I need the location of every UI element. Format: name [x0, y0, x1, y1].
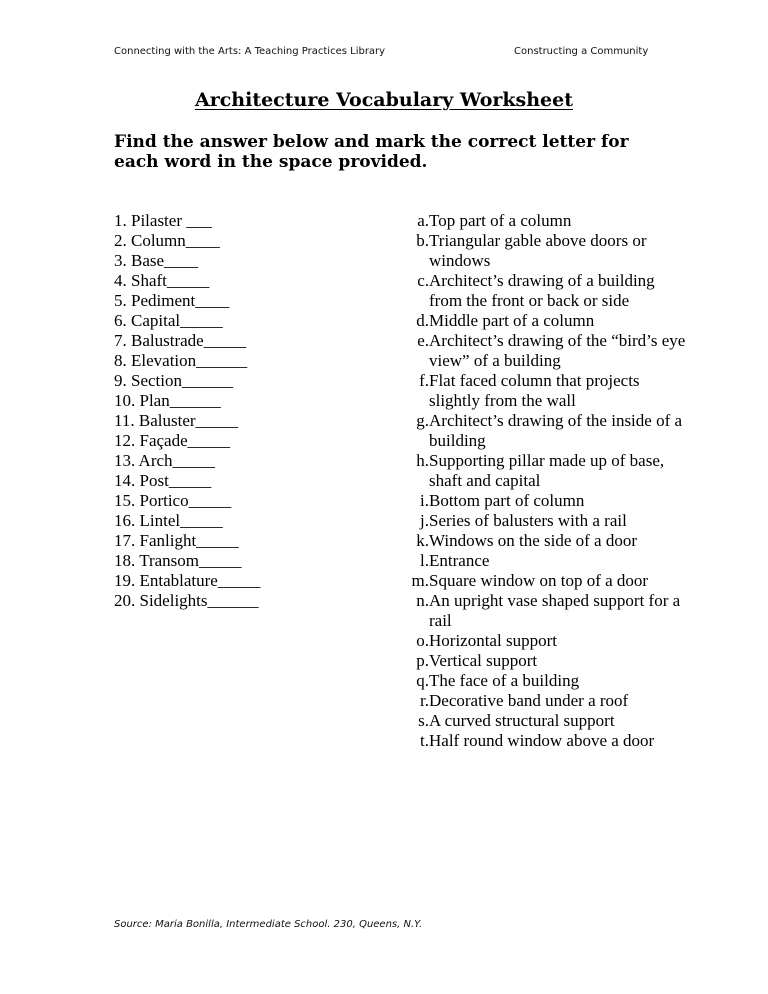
source-footer: Source: Maria Bonilla, Intermediate School. 230, Queens, N.Y.	[114, 919, 423, 930]
definition-letter: m.	[411, 571, 429, 590]
definition-item	[388, 651, 688, 671]
definition-letter: k.	[416, 531, 429, 550]
definition-letter: p.	[416, 651, 429, 670]
definition-item	[388, 411, 688, 451]
definition-text: Series of balusters with a rail	[429, 511, 627, 530]
definition-item	[388, 731, 688, 751]
term-item: 17. Fanlight_____	[114, 531, 239, 550]
definition-item	[388, 311, 688, 331]
definition-letter: l.	[420, 551, 429, 570]
term-item: 20. Sidelights______	[114, 591, 259, 610]
term-item: 14. Post_____	[114, 471, 212, 490]
definition-text: Architect’s drawing of the “bird’s eye view” of a building	[429, 331, 686, 370]
definition-text: An upright vase shaped support for a rail	[429, 591, 681, 630]
term-item: 4. Shaft_____	[114, 271, 210, 290]
definition-letter: e.	[417, 331, 429, 350]
term-item: 8. Elevation______	[114, 351, 248, 370]
definition-text: Entrance	[429, 551, 490, 570]
definition-text: Flat faced column that projects slightly from the wall	[429, 371, 640, 410]
definition-item	[388, 511, 688, 531]
definition-letter: t.	[420, 731, 429, 750]
term-item: 15. Portico_____	[114, 491, 232, 510]
definition-letter: r.	[420, 691, 429, 710]
definition-text: Windows on the side of a door	[429, 531, 638, 550]
term-item: 12. Façade_____	[114, 431, 231, 450]
term-item: 13. Arch_____	[114, 451, 216, 470]
definition-letter: o.	[416, 631, 429, 650]
term-item: 5. Pediment____	[114, 291, 230, 310]
term-item: 3. Base____	[114, 251, 199, 270]
definition-item	[388, 331, 688, 371]
definition-letter: j.	[420, 511, 429, 530]
term-item: 1. Pilaster ___	[114, 211, 212, 230]
definition-item	[388, 591, 688, 631]
definition-letter: i.	[420, 491, 429, 510]
definition-item	[388, 711, 688, 731]
definition-text: Half round window above a door	[429, 731, 655, 750]
definition-text: Decorative band under a roof	[429, 691, 629, 710]
definition-text: Horizontal support	[429, 631, 557, 650]
term-item: 7. Balustrade_____	[114, 331, 247, 350]
definition-item	[388, 211, 688, 231]
term-item: 19. Entablature_____	[114, 571, 261, 590]
definition-text: Triangular gable above doors or windows	[429, 231, 647, 270]
definition-item	[388, 671, 688, 691]
header-left-text: Connecting with the Arts: A Teaching Practices Library	[114, 46, 386, 57]
term-item: 10. Plan______	[114, 391, 221, 410]
term-item: 11. Baluster_____	[114, 411, 239, 430]
definition-text: The face of a building	[429, 671, 580, 690]
definition-text: Architect’s drawing of a building from the front or back or side	[429, 271, 655, 310]
definition-text: Supporting pillar made up of base, shaft and capital	[429, 451, 665, 490]
term-item: 18. Transom_____	[114, 551, 242, 570]
header-right-text: Constructing a Community	[514, 46, 649, 57]
definition-text: Top part of a column	[429, 211, 572, 230]
definition-letter: h.	[416, 451, 429, 470]
term-item: 6. Capital_____	[114, 311, 223, 330]
terms-list	[114, 211, 374, 611]
definition-text: Bottom part of column	[429, 491, 585, 510]
definition-letter: b.	[416, 231, 429, 250]
definition-item	[388, 491, 688, 511]
definition-item	[388, 371, 688, 411]
definition-letter: s.	[418, 711, 429, 730]
definition-item	[388, 571, 688, 591]
term-item: 2. Column____	[114, 231, 220, 250]
definition-item	[388, 691, 688, 711]
definition-item	[388, 231, 688, 271]
definitions-list	[388, 211, 688, 751]
definition-letter: g.	[416, 411, 429, 430]
definition-text: Square window on top of a door	[429, 571, 649, 590]
definition-text: A curved structural support	[429, 711, 615, 730]
instructions: Find the answer below and mark the correct letter for each word in the space provided.	[114, 132, 629, 172]
definition-letter: c.	[417, 271, 429, 290]
definition-text: Middle part of a column	[429, 311, 595, 330]
definition-item	[388, 531, 688, 551]
definition-letter: n.	[416, 591, 429, 610]
definition-item	[388, 551, 688, 571]
term-item: 16. Lintel_____	[114, 511, 223, 530]
term-item: 9. Section______	[114, 371, 233, 390]
definition-letter: d.	[416, 311, 429, 330]
definition-item	[388, 631, 688, 651]
definition-text: Architect’s drawing of the inside of a building	[429, 411, 683, 450]
definition-item	[388, 451, 688, 491]
definition-letter: f.	[419, 371, 429, 390]
definition-letter: a.	[417, 211, 429, 230]
definition-item	[388, 271, 688, 311]
definition-text: Vertical support	[429, 651, 538, 670]
definition-letter: q.	[416, 671, 429, 690]
page-title: Architecture Vocabulary Worksheet	[194, 89, 574, 111]
